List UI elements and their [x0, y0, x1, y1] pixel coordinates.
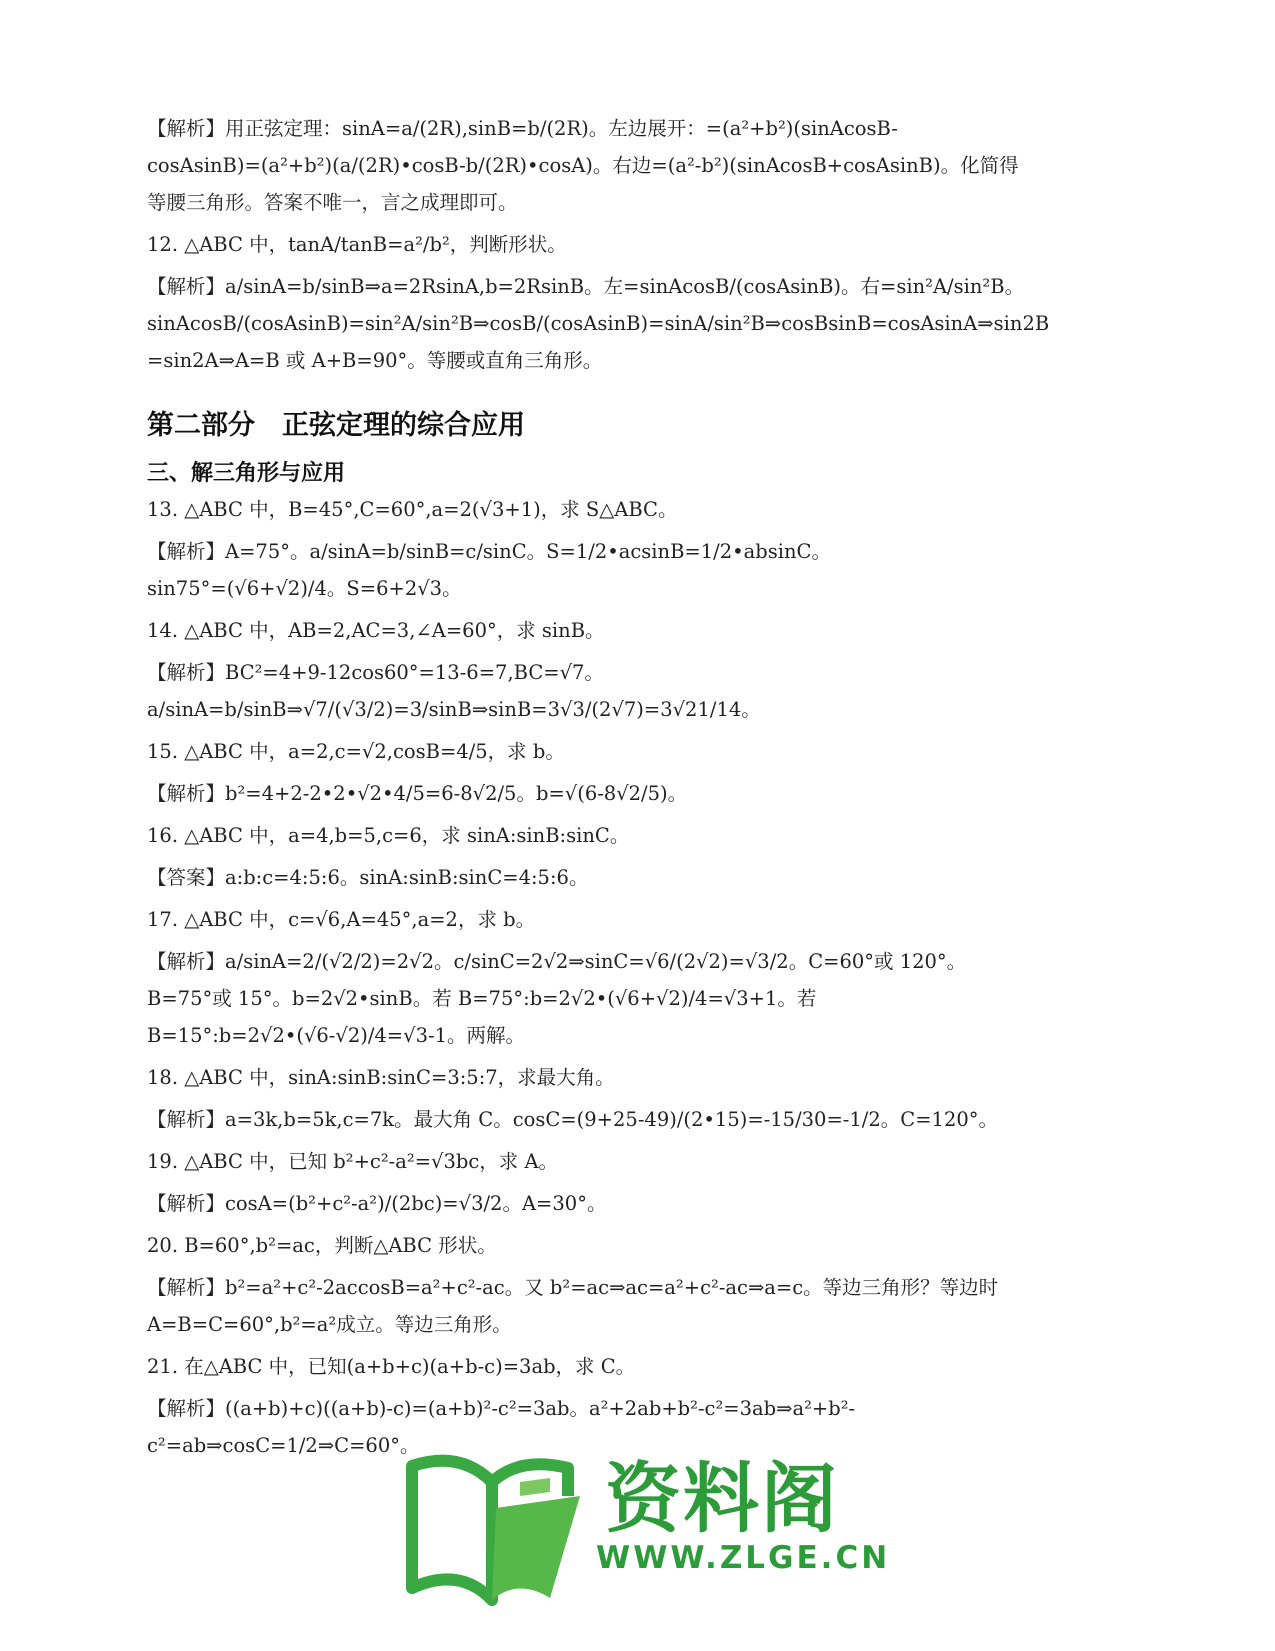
question-14: 14. △ABC 中，AB=2,AC=3,∠A=60°，求 sinB。: [147, 619, 605, 642]
text-line: cosAsinB)=(a²+b²)(a/(2R)•cosB-b/(2R)•cosA)。右边=(a²-b²)(sinAcosB+cosAsinB)。化简得: [147, 154, 1019, 177]
question-17: 17. △ABC 中，c=√6,A=45°,a=2，求 b。: [147, 908, 536, 931]
text-line: 【解析】a/sinA=2/(√2/2)=2√2。c/sinC=2√2⇒sinC=√6/(2√2)=√3/2。C=60°或 120°。: [147, 950, 967, 973]
text-line: 【解析】BC²=4+9-12cos60°=13-6=7,BC=√7。: [147, 661, 604, 684]
analysis-13: [147, 533, 1137, 607]
watermark-url: WWW.ZLGE.CN: [596, 1540, 891, 1576]
text-line: =sin2A⇒A=B 或 A+B=90°。等腰或直角三角形。: [147, 349, 603, 372]
question-12: 12. △ABC 中，tanA/tanB=a²/b²，判断形状。: [147, 233, 567, 256]
analysis-15: 【解析】b²=4+2-2•2•√2•4/5=6-8√2/5。b=√(6-8√2/5)。: [147, 782, 688, 805]
question-13: 13. △ABC 中，B=45°,C=60°,a=2(√3+1)，求 S△ABC。: [147, 498, 678, 521]
open-book-icon: [400, 1438, 590, 1618]
text-line: B=15°:b=2√2•(√6-√2)/4=√3-1。两解。: [147, 1024, 525, 1047]
text-line: 等腰三角形。答案不唯一，言之成理即可。: [147, 191, 518, 214]
text-line: B=75°或 15°。b=2√2•sinB。若 B=75°:b=2√2•(√6+√2)/4=√3+1。若: [147, 987, 817, 1010]
text-line: 【解析】用正弦定理：sinA=a/(2R),sinB=b/(2R)。左边展开：=(a²+b²)(sinAcosB-: [147, 117, 898, 140]
text-line: A=B=C=60°,b²=a²成立。等边三角形。: [147, 1313, 512, 1336]
question-18: 18. △ABC 中，sinA:sinB:sinC=3:5:7，求最大角。: [147, 1066, 615, 1089]
analysis-11: [147, 110, 1137, 221]
analysis-12: [147, 268, 1137, 379]
text-line: c²=ab⇒cosC=1/2⇒C=60°。: [147, 1434, 420, 1457]
question-20: 20. B=60°,b²=ac，判断△ABC 形状。: [147, 1234, 497, 1257]
text-line: 【解析】((a+b)+c)((a+b)-c)=(a+b)²-c²=3ab。a²+2ab+b²-c²=3ab⇒a²+b²-: [147, 1397, 856, 1420]
text-line: sin75°=(√6+√2)/4。S=6+2√3。: [147, 577, 462, 600]
text-line: sinAcosB/(cosAsinB)=sin²A/sin²B⇒cosB/(cosAsinB)=sinA/sin²B⇒cosBsinB=cosAsinA⇒sin2B: [147, 312, 1050, 335]
document-body: [147, 110, 1137, 1469]
analysis-20: [147, 1269, 1137, 1343]
question-15: 15. △ABC 中，a=2,c=√2,cosB=4/5，求 b。: [147, 740, 565, 763]
text-line: a/sinA=b/sinB⇒√7/(√3/2)=3/sinB⇒sinB=3√3/(2√7)=3√21/14。: [147, 698, 761, 721]
answer-16: 【答案】a:b:c=4:5:6。sinA:sinB:sinC=4:5:6。: [147, 866, 589, 889]
watermark-title: 资料阁: [605, 1454, 839, 1543]
text-line: 【解析】a/sinA=b/sinB⇒a=2RsinA,b=2RsinB。左=sinAcosB/(cosAsinB)。右=sin²A/sin²B。: [147, 275, 1025, 298]
watermark-logo: [400, 1438, 891, 1638]
section-heading: 第二部分 正弦定理的综合应用: [147, 410, 525, 441]
analysis-18: 【解析】a=3k,b=5k,c=7k。最大角 C。cosC=(9+25-49)/(2•15)=-15/30=-1/2。C=120°。: [147, 1108, 999, 1131]
question-21: 21. 在△ABC 中，已知(a+b+c)(a+b-c)=3ab，求 C。: [147, 1355, 636, 1378]
text-line: 【解析】b²=a²+c²-2accosB=a²+c²-ac。又 b²=ac⇒ac=a²+c²-ac⇒a=c。等边三角形？等边时: [147, 1276, 999, 1299]
question-16: 16. △ABC 中，a=4,b=5,c=6，求 sinA:sinB:sinC。: [147, 824, 630, 847]
text-line: 【解析】A=75°。a/sinA=b/sinB=c/sinC。S=1/2•acsinB=1/2•absinC。: [147, 540, 831, 563]
question-19: 19. △ABC 中，已知 b²+c²-a²=√3bc，求 A。: [147, 1150, 559, 1173]
analysis-17: [147, 943, 1137, 1054]
analysis-19: 【解析】cosA=(b²+c²-a²)/(2bc)=√3/2。A=30°。: [147, 1192, 607, 1215]
analysis-14: [147, 654, 1137, 728]
subsection-heading: 三、解三角形与应用: [147, 461, 346, 486]
